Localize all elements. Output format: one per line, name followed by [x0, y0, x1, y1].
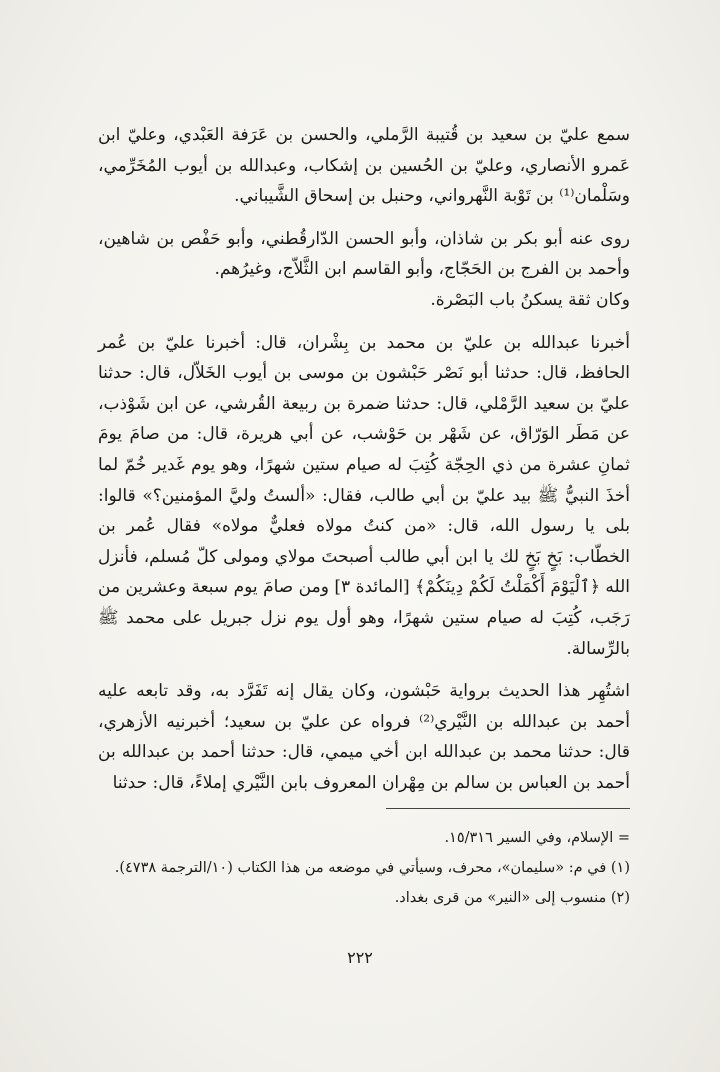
- paragraph-residence: وكان ثقة يسكنُ باب البَصْرة.: [430, 289, 630, 310]
- footnotes: [98, 826, 630, 910]
- paragraph-transmitters: روى عنه أبو بكر بن شاذان، وأبو الحسن الدّارقُطني، وأبو حَفْص بن شاهين، وأحمد بن الفرج بن الحَجّاج، وأبو القاسم ابن الثَّلاّج، وغيرُهم.: [98, 228, 630, 280]
- main-text: [98, 120, 630, 798]
- paragraph-hadith: أخبرنا عبدالله بن عليّ بن محمد بن بِشْران، قال: أخبرنا عليّ بن عُمر الحافظ، قال: حدثنا أبو نَصْر حَبْشون بن موسى بن أيوب الخَلاّل، قال: حدثنا عليّ بن سعيد الرَّمْلي، قال: حدثنا ضمرة بن ربيعة القُرشي، عن ابن شَوْذب، عن مَطَر الوَرّاق، عن شَهْر بن حَوْشب، عن أبي هريرة، قال: من صامَ يومَ ثمانِ عشرة من ذي الحِجّة كُتِبَ له صيام ستين شهرًا، وهو يوم غَدير خُمّ لما أخذَ النبيُّ ﷺ بيد عليّ بن أبي طالب، فقال: «ألستُ وليَّ المؤمنين؟» قالوا: بلى يا رسول الله، قال: «من كنتُ مولاه فعليٌّ مولاه» فقال عُمر بن الخطّاب: بَخٍ بَخٍ لك يا ابن أبي طالب أصبحتَ مولاي ومولى كلّ مُسلم، فأنزل الله ﴿ٱلْيَوْمَ أَكْمَلْتُ لَكُمْ دِينَكُمْ﴾ [المائدة ٣] ومن صامَ يوم سبعة وعشرين من رَجَب، كُتِبَ له صيام ستين شهرًا، وهو أول يوم نزل جبريل على محمد ﷺ بالرِّسالة.: [98, 332, 631, 659]
- footnote-1: (١) في م: «سليمان»، محرف، وسيأتي في موضعه من هذا الكتاب (١٠/الترجمة ٤٧٣٨).: [114, 860, 630, 876]
- page-number: ٢٢٢: [347, 948, 373, 967]
- footnote-divider: [386, 808, 630, 809]
- paragraph-commentary: اشتُهِر هذا الحديث برواية حَبْشون، وكان يقال إنه تَفَرَّد به، وقد تابعه عليه أحمد بن عبدالله بن النَّيْري⁽²⁾ فرواه عن عليّ بن سعيد؛ أخبرنيه الأزهري، قال: حدثنا محمد بن عبدالله ابن أخي ميمي، قال: حدثنا أحمد بن عبدالله بن أحمد بن العباس بن سالم بن مِهْران المعروف بابن النَّيْري إملاءً، قال: حدثنا: [98, 681, 630, 793]
- footnote-2: (٢) منسوب إلى «النير» من قرى بغداد.: [394, 890, 630, 906]
- footnote-continuation: = الإسلام، وفي السير ١٥/٣١٦.: [444, 830, 630, 846]
- paragraph-narrators: سمع عليّ بن سعيد بن قُتيبة الرَّملي، والحسن بن عَرَفة العَبْدي، وعليّ ابن عَمرو الأنصاري، وعليّ بن الحُسين بن إشكاب، وعبدالله بن أيوب المُخَرِّمي، وسَلْمان⁽¹⁾ بن تَوْبة النَّهرواني، وحنبل بن إسحاق الشَّيباني.: [98, 125, 630, 207]
